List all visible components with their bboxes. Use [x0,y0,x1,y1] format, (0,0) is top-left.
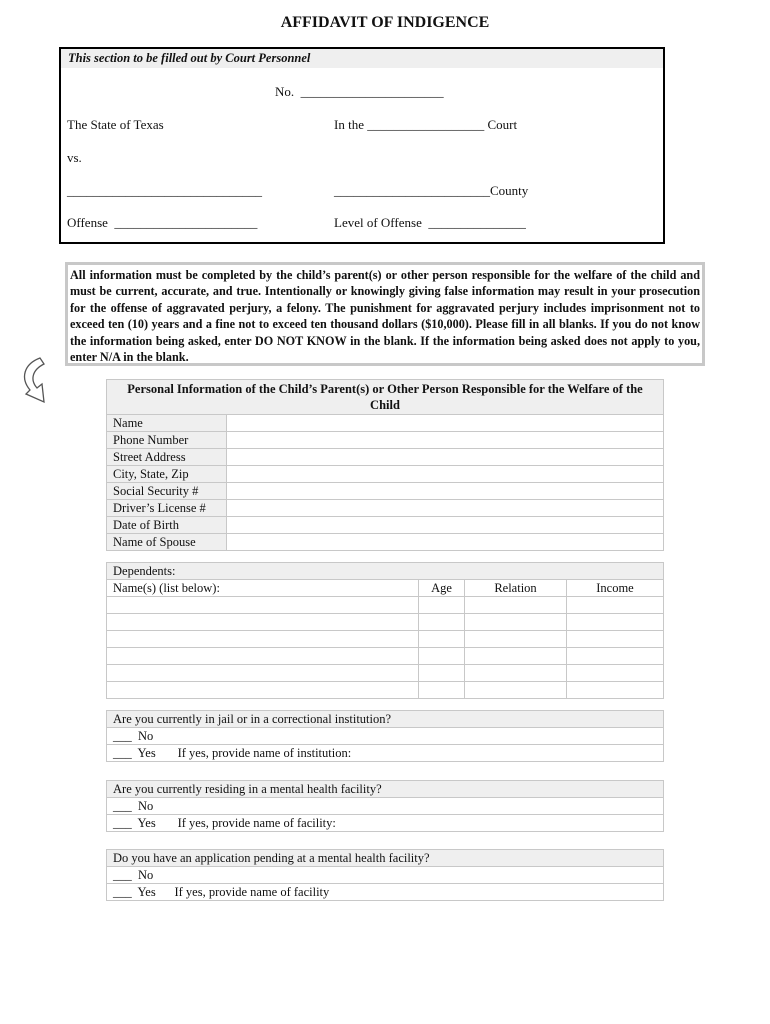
dependent-relation-cell[interactable] [465,665,567,682]
level-of-offense-field[interactable]: Level of Offense _______________ [334,215,526,230]
dependent-name-cell[interactable] [107,597,419,614]
dependent-row [107,648,664,665]
court-section-header: This section to be filled out by Court Personnel [61,49,663,68]
jail-no-option[interactable]: ___ No [107,728,664,745]
dependent-age-cell[interactable] [419,631,465,648]
application-no-option[interactable]: ___ No [107,867,664,884]
dependent-age-cell[interactable] [419,665,465,682]
dependents-relation-header: Relation [465,580,567,597]
residing-question: Are you currently residing in a mental health facility? [107,781,664,798]
dependent-name-cell[interactable] [107,631,419,648]
dependent-relation-cell[interactable] [465,682,567,699]
field-label-spouse: Name of Spouse [107,534,227,551]
dependent-row [107,665,664,682]
offense-field[interactable]: Offense ______________________ [67,215,258,230]
dependent-relation-cell[interactable] [465,597,567,614]
dependent-name-cell[interactable] [107,665,419,682]
field-label-city: City, State, Zip [107,466,227,483]
dependent-age-cell[interactable] [419,597,465,614]
dependent-name-cell[interactable] [107,614,419,631]
city-input[interactable] [227,466,664,483]
dependent-relation-cell[interactable] [465,614,567,631]
dependent-row [107,682,664,699]
dependent-age-cell[interactable] [419,648,465,665]
dependent-name-cell[interactable] [107,682,419,699]
dependents-name-header: Name(s) (list below): [107,580,419,597]
street-input[interactable] [227,449,664,466]
dependent-income-cell[interactable] [567,614,664,631]
application-question: Do you have an application pending at a mental health facility? [107,850,664,867]
dependent-name-cell[interactable] [107,648,419,665]
dependent-income-cell[interactable] [567,682,664,699]
dependent-row [107,614,664,631]
license-input[interactable] [227,500,664,517]
dependent-income-cell[interactable] [567,597,664,614]
curved-arrow-icon [18,356,54,406]
state-label: The State of Texas [67,117,164,132]
dependents-income-header: Income [567,580,664,597]
dependent-income-cell[interactable] [567,631,664,648]
mental-health-application-table [106,849,664,901]
ssn-input[interactable] [227,483,664,500]
dependent-row [107,597,664,614]
phone-input[interactable] [227,432,664,449]
field-label-phone: Phone Number [107,432,227,449]
jail-yes-option[interactable]: ___ Yes If yes, provide name of institution: [107,745,664,762]
case-number-field[interactable]: No. ______________________ [275,84,444,99]
spouse-input[interactable] [227,534,664,551]
jail-question: Are you currently in jail or in a correctional institution? [107,711,664,728]
field-label-license: Driver’s License # [107,500,227,517]
vs-label: vs. [67,150,82,165]
field-label-ssn: Social Security # [107,483,227,500]
field-label-name: Name [107,415,227,432]
defendant-name-field[interactable]: ______________________________ [67,183,262,198]
mental-health-residing-table [106,780,664,832]
dependent-relation-cell[interactable] [465,648,567,665]
dependent-income-cell[interactable] [567,665,664,682]
residing-no-option[interactable]: ___ No [107,798,664,815]
page-title: AFFIDAVIT OF INDIGENCE [280,14,490,31]
dependents-age-header: Age [419,580,465,597]
dependent-age-cell[interactable] [419,682,465,699]
dob-input[interactable] [227,517,664,534]
field-label-street: Street Address [107,449,227,466]
dependent-relation-cell[interactable] [465,631,567,648]
dependents-title: Dependents: [107,563,664,580]
name-input[interactable] [227,415,664,432]
perjury-notice: All information must be completed by the child’s parent(s) or other person responsible for the welfare of the child and must be current, accurate, and true. Intentionally or knowingly giving false information may result in your prosecution for the offense of aggravated perjury, a felony. The punishment for aggravated perjury includes imprisonment not to exceed ten (10) years and a fine not to exceed ten thousand dollars ($10,000). Please fill in all blanks. If you do not know the information being asked, enter DO NOT KNOW in the blank. If the information being asked does not apply to you, enter N/A in the blank. [65,262,705,366]
residing-yes-option[interactable]: ___ Yes If yes, provide name of facility: [107,815,664,832]
jail-question-table [106,710,664,762]
personal-info-table [106,379,664,551]
dependents-table [106,562,664,699]
field-label-dob: Date of Birth [107,517,227,534]
dependent-age-cell[interactable] [419,614,465,631]
court-name-field[interactable]: In the __________________ Court [334,117,518,132]
personal-info-header: Personal Information of the Child’s Parent(s) or Other Person Responsible for the Welfare of the Child [107,380,664,415]
court-personnel-section [59,47,665,244]
dependent-row [107,631,664,648]
dependent-income-cell[interactable] [567,648,664,665]
application-yes-option[interactable]: ___ Yes If yes, provide name of facility [107,884,664,901]
county-field[interactable]: ________________________County [334,183,529,198]
